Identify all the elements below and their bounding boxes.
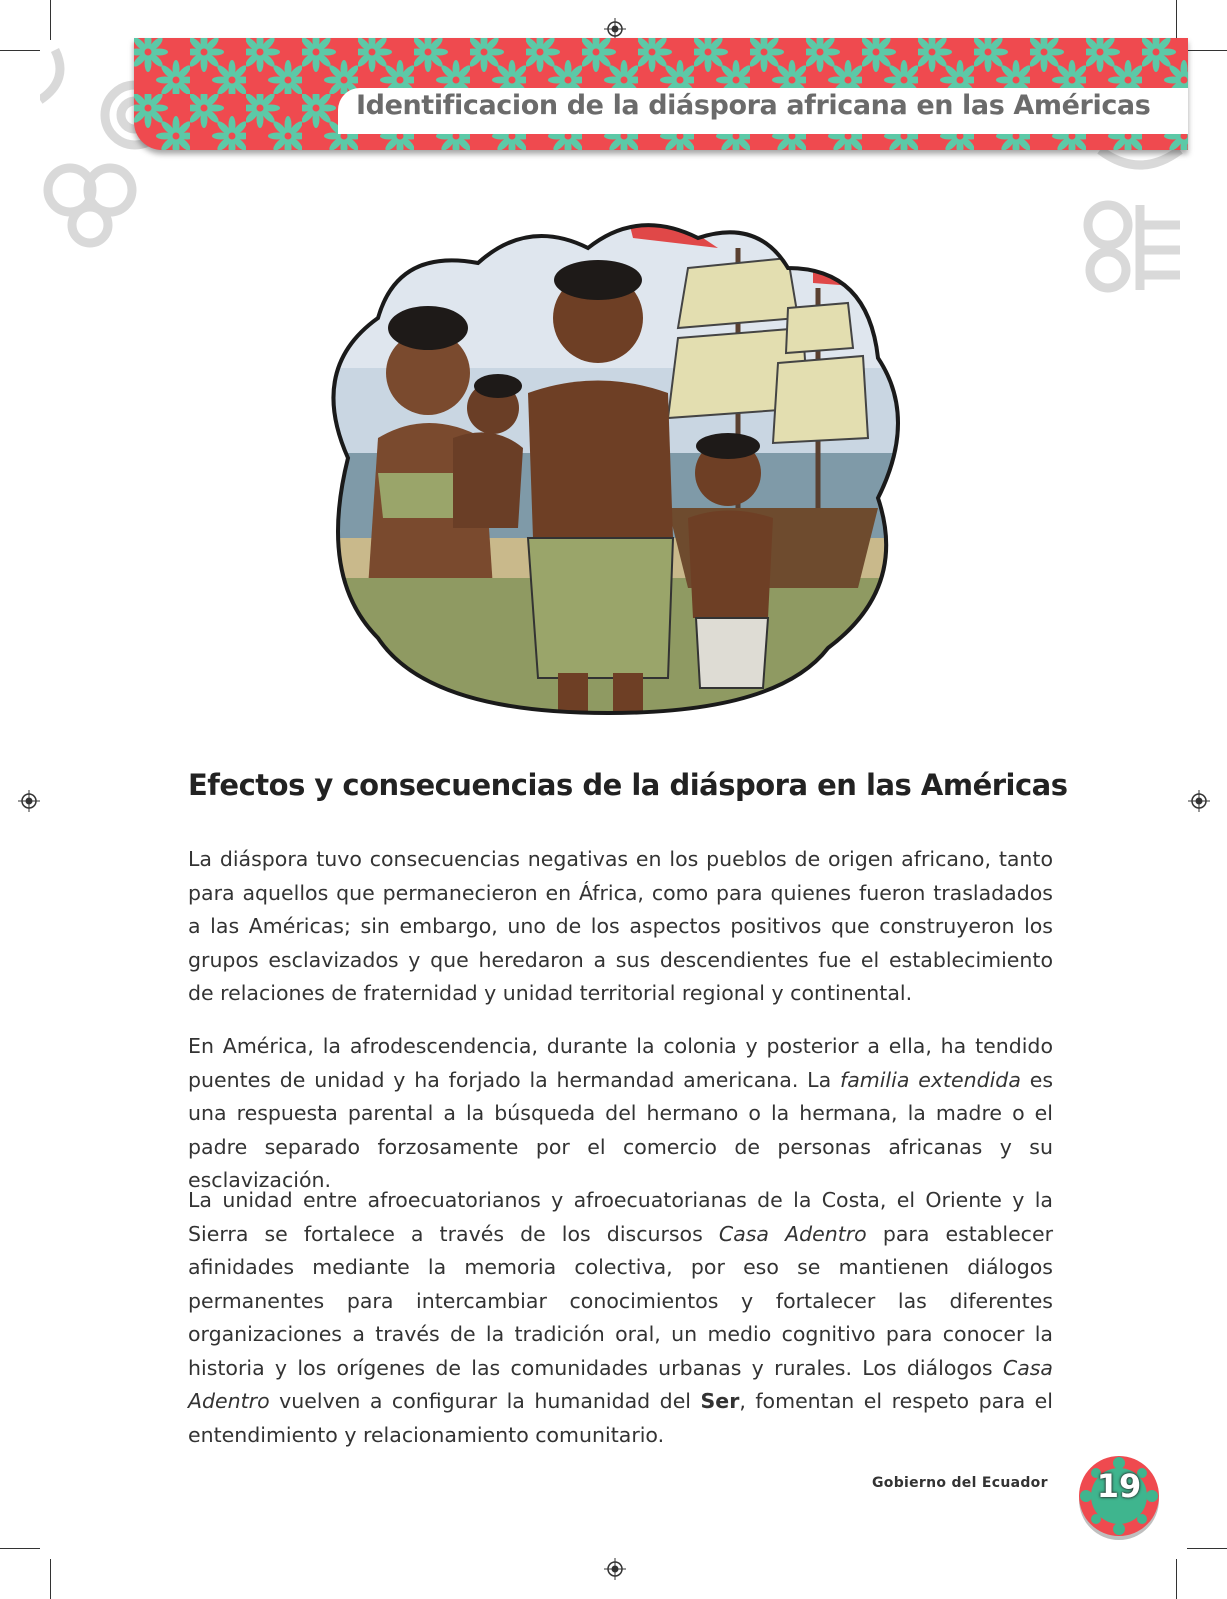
publisher-footer: Gobierno del Ecuador [872,1475,1048,1491]
registration-mark-icon [1188,790,1210,812]
crop-mark [0,1548,40,1549]
body-paragraph [188,1030,1053,1198]
crop-mark [1187,50,1227,51]
chapter-title: Identificacion de la diáspora africana en las Américas [356,90,1151,121]
crop-mark [0,50,40,51]
emphasis-term: familia extendida [839,1067,1021,1092]
paragraph-text: es una respuesta parental a la búsqueda del hermano o la hermana, la madre o el padre separado forzosamente por el comercio de personas africanas y su esclavización. [188,1067,1054,1192]
paragraph-text: vuelven a configurar la humanidad del [269,1389,701,1413]
registration-mark-icon [604,1558,626,1580]
registration-mark-icon [604,18,626,40]
emphasis-term: Casa Adentro [188,1355,1053,1413]
crop-mark [50,0,51,40]
paragraph-text: , fomentan el respeto para el entendimiento y relacionamiento comunitario. [188,1389,1053,1447]
paragraph-text: La unidad entre afroecuatorianos y afroecuatorianas de la Costa, el Oriente y la Sierra se fortalece a través de los discursos [188,1188,1053,1246]
emphasis-term: Casa Adentro [718,1221,867,1246]
crop-mark [1187,1548,1227,1549]
adinkra-ornament-icon [1080,150,1188,300]
crop-mark [1176,0,1177,40]
illustration-african-family-ship [308,208,908,718]
paragraph-text: La diáspora tuvo consecuencias negativas en los pueblos de origen africano, tanto para aquellos que permanecieron en África, como para quienes fueron trasladados a las Américas; sin embargo, uno de los aspectos positivos que construyeron los grupos esclavizados y que heredaron a sus descendientes fue el establecimiento de relaciones de fraternidad y unidad territorial regional y continental. [188,847,1053,1005]
page-number: 19 [1096,1467,1142,1505]
strong-term: Ser [700,1389,740,1413]
body-paragraph [188,843,1053,1011]
body-paragraph [188,1184,1053,1452]
crop-mark [1176,1559,1177,1599]
crop-mark [50,1559,51,1599]
registration-mark-icon [18,790,40,812]
paragraph-text: En América, la afrodescendencia, durante la colonia y posterior a ella, ha tendido puentes de unidad y ha forjado la hermandad americana. La [188,1034,1053,1092]
paragraph-text: para establecer afinidades mediante la memoria colectiva, por eso se mantienen diálogos permanentes para intercambiar conocimientos y fortalecer las diferentes organizaciones a través de la tradición oral, un medio cognitivo para conocer la historia y los orígenes de las comunidades urbanas y rurales. Los diálogos [188,1221,1053,1380]
section-heading: Efectos y consecuencias de la diáspora en las Américas [188,768,1068,802]
